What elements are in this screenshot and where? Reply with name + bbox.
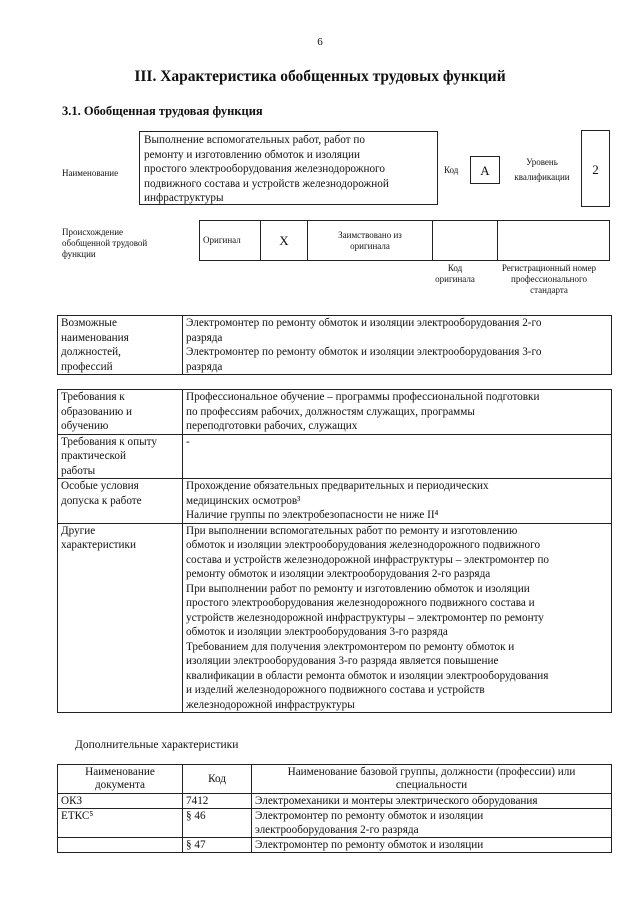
row-name: Электромонтер по ремонту обмоток и изоляции электрооборудования 2-го разряда bbox=[252, 809, 612, 838]
table-row bbox=[58, 794, 612, 809]
row-doc: ЕТКС⁵ bbox=[58, 809, 183, 838]
row-code: § 47 bbox=[183, 838, 252, 853]
level-value: 2 bbox=[581, 130, 610, 207]
section-title: III. Характеристика обобщенных трудовых функций bbox=[134, 68, 506, 85]
function-name-line: инфраструктуры bbox=[144, 192, 224, 204]
name-label: Наименование bbox=[62, 168, 119, 178]
row-code: 7412 bbox=[183, 794, 252, 809]
other-value: При выполнении вспомогательных работ по ремонту и изготовлению обмоток и изоляции электрооборудования железнодорожного подвижного состава и устройств железнодорожной инфраструктуры – электромонтер по ремонту обмоток и изоляции электрооборудования 2-го разряда При выполнении работ по ремонту и изготовлению обмоток и изоляции простого электрооборудования железнодорожного подвижного состава и устройств железнодорожной инфраструктуры – электромонтер по ремонту обмоток и изоляции электрооборудования 3-го разряда Требованием для получения электромонтером по ремонту обмоток и изоляции электрооборудования 3-го разряда является повышение квалификации в области ремонта обмоток и изоляции электрооборудования и изделий железнодорожного подвижного состава и устройств железнодорожной инфраструктуры bbox=[183, 523, 612, 713]
row-name: Электромонтер по ремонту обмоток и изоляции bbox=[252, 838, 612, 853]
registration-number-cell bbox=[498, 221, 610, 261]
original-code-cell bbox=[433, 221, 498, 261]
positions-table bbox=[57, 315, 612, 375]
positions-label: Возможные наименования должностей, профессий bbox=[58, 316, 183, 375]
header-document: Наименование документа bbox=[58, 765, 183, 794]
function-name-line: Выполнение вспомогательных работ, работ по bbox=[144, 134, 365, 146]
borrowed-label: Заимствовано из оригинала bbox=[308, 221, 433, 261]
experience-label: Требования к опыту практической работы bbox=[58, 434, 183, 479]
table-row bbox=[58, 838, 612, 853]
table-row bbox=[58, 434, 612, 479]
subsection-title: 3.1. Обобщенная трудовая функция bbox=[62, 104, 263, 118]
code-value: А bbox=[470, 156, 500, 184]
education-label: Требования к образованию и обучению bbox=[58, 390, 183, 435]
origin-table bbox=[199, 220, 610, 261]
row-code: § 46 bbox=[183, 809, 252, 838]
code-caption: Код оригинала bbox=[435, 263, 475, 284]
other-label: Другие характеристики bbox=[58, 523, 183, 713]
origin-label: Происхождение обобщенной трудовой функции bbox=[62, 227, 148, 259]
registration-caption: Регистрационный номер профессионального стандарта bbox=[501, 263, 597, 295]
table-row bbox=[58, 479, 612, 524]
function-name-line: ремонту и изготовлению обмоток и изоляции bbox=[144, 148, 360, 161]
function-name-line: подвижного состава и устройств железнодорожной bbox=[144, 177, 389, 190]
table-header-row bbox=[58, 765, 612, 794]
education-value: Профессиональное обучение – программы профессиональной подготовки по профессиям рабочих, должностям служащих, программы переподготовки рабочих, служащих bbox=[183, 390, 612, 435]
original-mark: X bbox=[261, 221, 308, 261]
row-name: Электромеханики и монтеры электрического оборудования bbox=[252, 794, 612, 809]
table-row bbox=[58, 809, 612, 838]
requirements-table bbox=[57, 389, 612, 713]
positions-value: Электромонтер по ремонту обмоток и изоляции электрооборудования 2-го разряда Электромонтер по ремонту обмоток и изоляции электрооборудования 3-го разряда bbox=[183, 316, 612, 375]
code-label: Код bbox=[444, 165, 459, 175]
row-doc bbox=[58, 838, 183, 853]
function-name-line: простого электрооборудования железнодорожного bbox=[144, 163, 385, 175]
level-label: Уровень квалификации bbox=[514, 157, 570, 182]
function-name-box bbox=[139, 131, 438, 205]
original-label: Оригинал bbox=[200, 221, 261, 261]
header-code: Код bbox=[183, 765, 252, 794]
table-row bbox=[58, 523, 612, 713]
page-number: 6 bbox=[317, 36, 323, 48]
row-doc: ОКЗ bbox=[58, 794, 183, 809]
extra-heading: Дополнительные характеристики bbox=[75, 739, 239, 751]
admission-label: Особые условия допуска к работе bbox=[58, 479, 183, 524]
header-name: Наименование базовой группы, должности (профессии) или специальности bbox=[252, 765, 612, 794]
experience-value: - bbox=[183, 434, 612, 479]
table-row bbox=[58, 390, 612, 435]
extra-table bbox=[57, 764, 612, 853]
admission-value: Прохождение обязательных предварительных и периодических медицинских осмотров³ Наличие группы по электробезопасности не ниже II⁴ bbox=[183, 479, 612, 524]
